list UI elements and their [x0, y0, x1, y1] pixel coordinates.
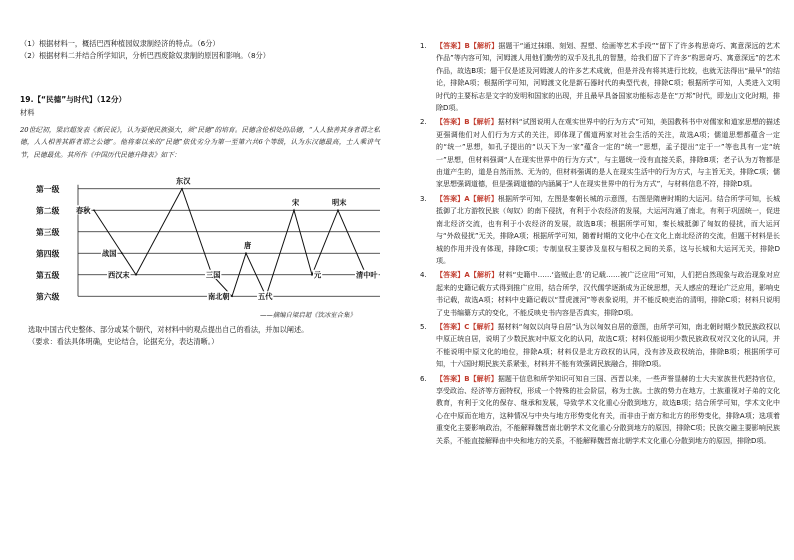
- point-label: 五代: [258, 291, 273, 301]
- answer-tag: 【答案】B【解析】: [436, 118, 498, 127]
- answer-item: [412, 321, 780, 371]
- question-19-task: [28, 324, 384, 349]
- point-label: 春秋: [76, 205, 91, 215]
- answer-number: 6.: [420, 374, 427, 383]
- material-label: 材料: [20, 108, 35, 117]
- data-point: [181, 188, 183, 190]
- answer-item: [412, 269, 780, 319]
- question-19-title: 19.【“民德”与时代】（12分）: [20, 95, 127, 104]
- answer-text: 据材料“匈奴以向导自居”认为以匈奴自居的意图，由所学可知，南北朝时期少数民族政权以中原正统自居，说明了少数民族对中原文化的认同，故选C项；材料仅能说明少数民族政权对汉文化的认同，并不能说明中原文化的地位，排除A项；材料仅是北方政权的认同，没有涉及政权统治，排除B项；根据所学可知，十六国时期民族关系紧张，材料并不能有效强调民族融合，排除D项。: [436, 322, 780, 369]
- answer-item: [412, 40, 780, 114]
- answer-tag: 【答案】A【解析】: [436, 271, 499, 280]
- question-18-part-2: （2）根据材料二并结合所学知识，分析巴西废除奴隶制的原因和影响。（8分）: [20, 51, 270, 60]
- point-label: 宋: [292, 197, 300, 207]
- data-point: [245, 252, 247, 254]
- answer-tag: 【答案】A【解析】: [436, 194, 498, 203]
- point-label: 南北朝: [208, 291, 230, 301]
- data-point: [121, 252, 123, 254]
- answer-text: 据题干“通过抹眼、刻划、捏塑、绘画等艺术手段”“留下了许多构思奇巧、寓意深远的艺术作品”等内容可知，河姆渡人用他们勤劳的双手及扎扎的智慧，给我们留下了许多“构思奇巧、寓意深远”的艺术作品，故选B项；题干仅是述及河姆渡人的许多艺术成就，但是并没有将其进行比较，也就无法得出“最早”的结论，排除A项；根据所学可知，河姆渡文化是新石器时代的典型代表，排除C项；根据所学可知，人类进入文明时代的主要标志是文字的发明和国家的出现，并且最早具备国家功能标志是在“万邦”时代，即龙山文化时期，排除D项。: [436, 42, 780, 113]
- answer-tag: 【答案】B【解析】: [436, 374, 498, 383]
- material-text: 20世纪初，梁启超发表《新民说》，认为要使民族强大，须“民德”的培育。民德含伦相处的品德，“人人独善其身者谓之私德，人人相善其群者谓之公德”。他将秦以来的“民德”依优劣分为第一至第六共6个等级，认为东汉德最高，士人乘讲气节，民德最优。其所作《中国历代民德升降表》如下：: [20, 126, 380, 159]
- answer-item: [412, 193, 780, 267]
- answer-text: 材料“史籍中……‘盗贼止息’的记载……被广泛应用”可知，人们把自然现象与政治现象对应起来的史籍记载方式得到推广应用，结合所学，汉代儒学逐渐成为正统思想，天人感应的理论广泛应用，影响史书记载，故选A项；材料中史籍记载以“彗虎渡河”等表象说明，并不能反映吏治的清明，排除C项；材料只说明了史书编纂方式的变化，不能反映史书内容是否真实，排除D项。: [436, 271, 781, 317]
- answer-tag: 【答案】C【解析】: [436, 322, 498, 331]
- data-point: [93, 209, 95, 211]
- answer-number: 4.: [420, 271, 427, 280]
- level-label: 第五级: [36, 270, 60, 280]
- level-label: 第六级: [36, 292, 60, 302]
- answer-number: 1.: [420, 42, 427, 50]
- task-requirement: （要求：看法具体明确，史论结合，论据充分，表达清晰。）: [28, 337, 219, 347]
- moral-level-chart-svg: [34, 172, 384, 314]
- point-label: 明末: [332, 197, 347, 207]
- level-label: 第三级: [36, 227, 60, 237]
- data-point: [311, 274, 313, 276]
- data-point: [135, 274, 137, 276]
- answer-text: 据材料“试图说明人在观实世界中的行为方式”可知，美国教科书中对儒家和道家思想的描述更强调他们对人们行为方式的关注，即体现了儒道两家对社会生活的关注，故选A项；儒道思想都蕴含一定的“统一”思想，如孔子提出的“以天下为一家”蕴含一定的“统一”思想，孟子提出“定于一”等也具有一定“统一”思想，但材料强调“人在现实世界中的行为方式”，与主题统一没有直接关系，排除B项；老子认为万物都是由道产生的，道是自然而然、无为的，但材料强调的是人在现实生活中的行为方式，与主旨无关，排除C项；儒家思想强调道德，但是强调道德的内涵属于“人在现实世界中的行为方式”，与材料信息不符，排除D项。: [436, 118, 780, 189]
- moral-level-line: [94, 189, 366, 297]
- data-point: [231, 295, 233, 297]
- level-label: 第二级: [36, 206, 60, 216]
- point-label: 西汉末: [108, 270, 130, 280]
- answer-item: [412, 116, 780, 190]
- data-point: [293, 209, 295, 211]
- point-label: 唐: [244, 240, 252, 250]
- answer-number: 2.: [420, 118, 427, 127]
- moral-level-chart: [34, 172, 384, 314]
- level-label: 第四级: [36, 249, 60, 259]
- left-column: [20, 38, 392, 347]
- chart-source: ——摘编自梁启超《饮冰室合集》: [260, 311, 356, 319]
- point-label: 元: [314, 270, 322, 280]
- question-18-part-1: （1）根据材料一，概括巴西种植园奴隶制经济的特点。（6分）: [20, 39, 220, 48]
- answer-column: [412, 40, 780, 449]
- point-label: 清中叶: [356, 270, 378, 280]
- task-text: 选取中国古代史整体、部分或某个朝代，对材料中的观点提出自己的看法，并加以阐述。: [28, 325, 309, 334]
- point-label: 东汉: [176, 176, 191, 186]
- answer-text: 据题干信息和所学知识可知自三国、西晋以来，一些声誉显赫的士大夫家族世代把持官位，享受政治、经济等方面特权，形成一个特殊的社会阶层，称为士族。士族的势力在地方，士族重视对子弟的文化教育，有利于文化的保存、继承和发展，导致学术文化重心分散到地方，故选B项；结合所学可知，学术文化中心在中原而在地方，这种情况与中央与地方形势变化有关，而非由于南方和北方的形势变化，排除A项；选项着重变化主要影响政治，不能解释魏晋南北朝学术文化重心分散到地方的原因，排除C项；民族交融主要影响民族关系，不能直接解释由中央和地方的关系，不能解释魏晋南北朝学术文化重心分散到地方的原因，排除D项。: [436, 374, 781, 445]
- point-label: 战国: [102, 248, 117, 258]
- answer-number: 3.: [420, 194, 427, 203]
- answer-item: [412, 373, 780, 447]
- answer-number: 5.: [420, 322, 427, 331]
- data-point: [337, 209, 339, 211]
- answer-tag: 【答案】B【解析】: [436, 42, 499, 50]
- answer-text: 根据所学可知，左图是秦朝长城的示意图，右图是隋唐时期的大运河。结合所学可知，长城抵御了北方游牧民族（匈奴）的南下侵扰，有利于小农经济的发展，大运河沟通了南北，有利于巩固统一，促进南北经济交流，也有利于小农经济的发展，故选B项；根据所学可知，秦长城抵御了匈奴的侵扰，而大运河与“外敌侵扰”无关，排除A项；根据所学可知，随着时期的文化中心在文化上南北经济的交流，但题干材料是长城的作用并没有体现，排除C项；专制皇权主要涉及皇权与相权之间的关系，这与长城和大运河无关，排除D项。: [436, 194, 780, 265]
- point-label: 三国: [206, 270, 221, 280]
- level-label: 第一级: [36, 184, 60, 194]
